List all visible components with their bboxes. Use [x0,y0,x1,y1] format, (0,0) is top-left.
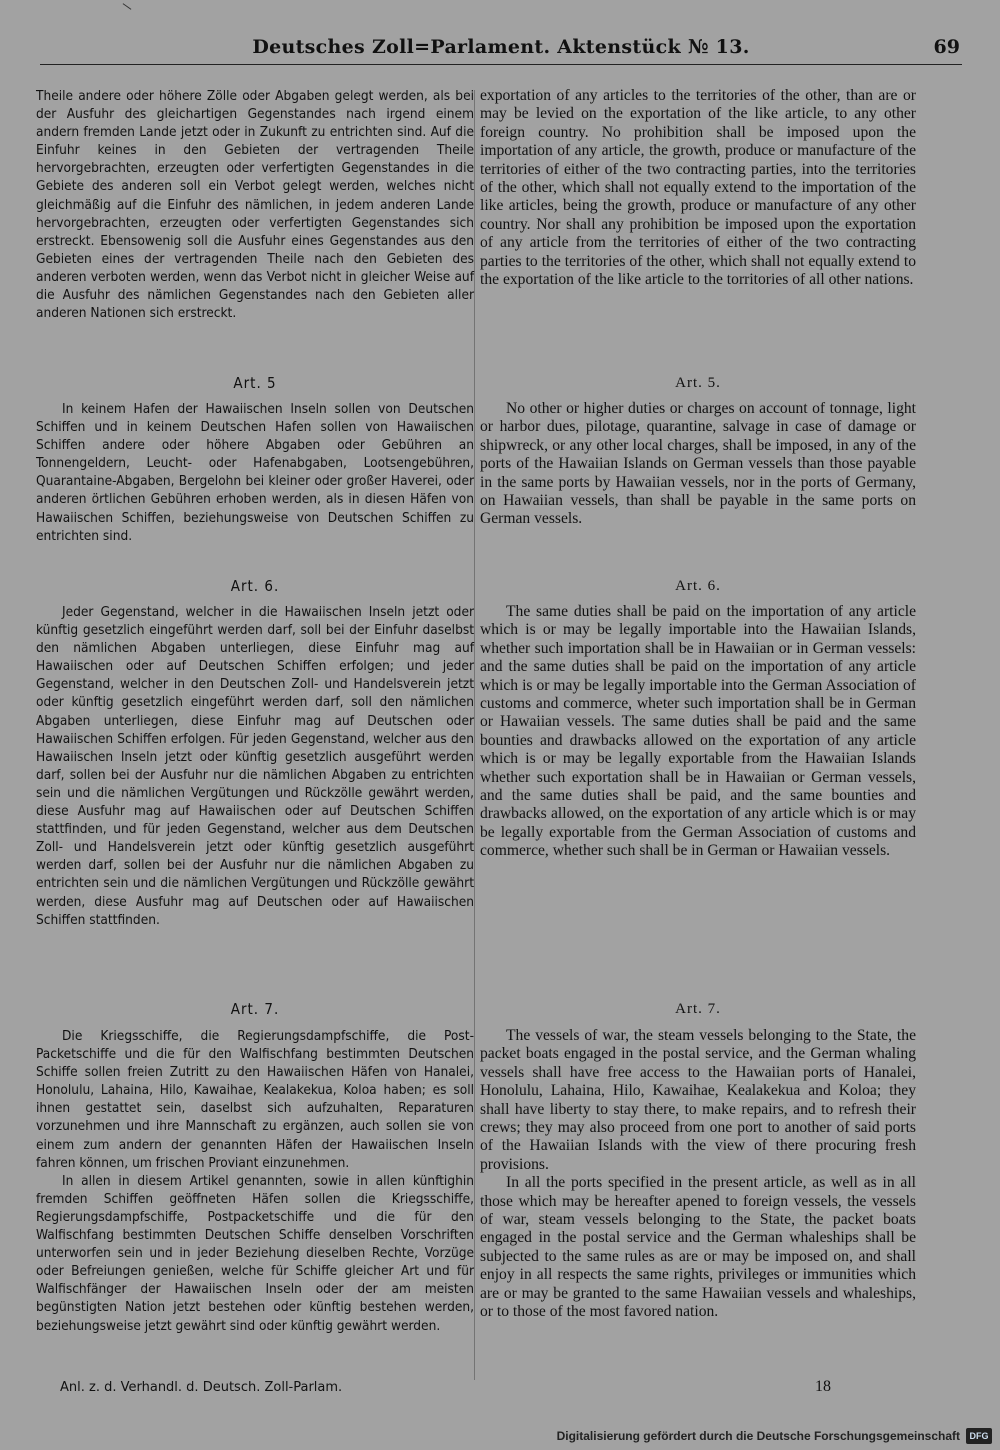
scan-mark [123,3,132,10]
dfg-credit-text: Digitalisierung gefördert durch die Deutsche Forschungsgemeinschaft [556,1429,960,1443]
english-art5-text: No other or higher duties or charges on account of tonnage, light or harbor dues, pilotage, quarantine, salvage in case of damage or shipwreck, or any other local charges, shall be imposed, in any of the ports of the Hawaiian Islands on German vessels than those payable in the same ports by Hawaiian vessels, nor in the ports of Germany, on Hawaiian vessels, than shall be payable in the same ports on German vessels. [480,400,916,528]
german-art5-heading: Art. 5 [233,374,277,392]
english-art7-p2: In all the ports specified in the present article, as well as in all those which may be hereafter apened to foreign vessels, the vessels of war, steam vessels belonging to the State, the packet boats engaged in the postal service and the German whaleships shall be subjected to the same rules as are or may be imposed on, and shall enjoy in all respects the same rights, privileges or immunities which are or may be granted to the same Hawaiian vessels and whaleships, or to those of the most favored nation. [480,1174,916,1321]
english-art5-block [480,400,916,529]
footer-note: Anl. z. d. Verhandl. d. Deutsch. Zoll-Parlam. [60,1380,343,1395]
english-art6-heading: Art. 6. [675,578,721,594]
english-art7-p1: The vessels of war, the steam vessels belonging to the State, the packet boats engaged in the postal service, and the German whaling vessels shall have free access to the Hawaiian ports of Hanalei, Honolulu, Lahaina, Hilo, Kawaihae, Kealakekua and Koloa; they shall have liberty to stay there, to make repairs, and to refresh their crews; they may also proceed from one port to another of said ports of the Hawaiian Islands with the view of there procuring fresh provisions. [480,1027,916,1173]
english-art7-block [480,1027,916,1322]
english-intro-block [480,87,916,289]
german-art5-text: In keinem Hafen der Hawaiischen Inseln sollen von Deutschen Schiffen und in keinem Deutschen Hafen sollen von Hawaiischen Schiffen andere oder höhere Abgaben oder Gebühren an Tonnengeldern, Leucht- oder Hafenabgaben, Lootsengebühren, Quarantaine-Abgaben, Bergelohn bei kleiner oder großer Haverei, oder anderen örtlichen Gebühren erhoben werden, als in diesen Häfen von Hawaiischen Schiffen, beziehungsweise von Deutschen Schiffen zu entrichten sind. [36,401,474,544]
page-number: 69 [933,36,960,58]
english-art7-heading: Art. 7. [675,1001,721,1017]
german-intro-block [36,87,474,322]
dfg-credit [557,1428,992,1444]
english-column [480,87,916,1417]
german-column [36,87,474,1417]
german-art5-block [36,400,474,545]
german-art7-block [36,1027,474,1335]
sheet-number: 18 [815,1378,831,1395]
german-art6-block [36,603,474,929]
english-art6-text: The same duties shall be paid on the importation of any article which is or may be legally importable into the Hawaiian Islands, whether such importation shall be in Hawaiian or in German vessels: and the same duties shall be paid on the importation of any article which is or may be legally importable into the German Association of customs and commerce, wheter such importation shall be in German or Hawaiian vessels. The same duties shall be paid and the same bounties and drawbacks allowed on the exportation of any article which is or may be legally exportable from the Hawaiian Islands whether such exportation shall be in Hawaiian or German vessels, and the same duties shall be paid, and the same bounties and drawbacks allowed, on the exportation of any article which is or may be legally exportable from the German Association of customs and commerce, whether such shall be in German or Hawaiian vessels. [480,603,916,860]
english-art5-heading: Art. 5. [675,375,721,391]
german-intro: Theile andere oder höhere Zölle oder Abgaben gelegt werden, als bei der Ausfuhr des gleichartigen Gegenstandes nach irgend einem andern fremden Lande jetzt oder in Zukunft zu entrichten sind. Auf die Einfuhr keines in den Gebieten der vertragenden Theile hervorgebrachten, erzeugten oder verfertigten Gegenstandes in die Gebiete des anderen soll ein Verbot gelegt werden, welches nicht gleichmäßig auf die Einfuhr des nämlichen, in jedem anderen Lande hervorgebrachten, erzeugten oder verfertigten Gegenstandes sich erstreckt. Ebensowenig soll die Ausfuhr eines Gegenstandes aus den Gebieten eines der vertragenden Theile nach den Gebieten des anderen verboten werden, wenn das Verbot nicht in gleicher Weise auf die Ausfuhr des nämlichen Gegenstandes nach den Gebieten aller anderen Nationen sich erstreckt. [36,88,474,322]
dfg-logo: DFG [966,1428,992,1444]
german-art7-heading: Art. 7. [230,1000,280,1018]
german-art6-heading: Art. 6. [230,577,280,595]
german-art6-text: Jeder Gegenstand, welcher in die Hawaiischen Inseln jetzt oder künftig gesetzlich eingeführt werden darf, soll bei der Einfuhr daselbst den nämlichen Abgaben unterliegen, diese Einfuhr mag auf Hawaiischen oder auf Deutschen Schiffen erfolgen; und jeder Gegenstand, welcher in den Deutschen Zoll- und Handelsverein jetzt oder künftig gesetzlich eingeführt werden darf, soll den nämlichen Abgaben unterliegen, diese Einfuhr mag auf Deutschen oder Hawaiischen Schiffen erfolgen. Für jeden Gegenstand, welcher aus den Hawaiischen Inseln jetzt oder künftig gesetzlich ausgeführt werden darf, sollen bei der Ausfuhr nur die nämlichen Abgaben zu entrichten sein und die nämlichen Vergütungen und Rückzölle gewährt werden, diese Ausfuhr mag auf Hawaiischen oder auf Deutschen Schiffen stattfinden, und für jeden Gegenstand, welcher aus dem Deutschen Zoll- und Handelsverein jetzt oder künftig gesetzlich ausgeführt werden darf, sollen bei der Ausfuhr nur die nämlichen Abgaben zu entrichten sein und die nämlichen Vergütungen und Rückzölle gewährt werden, diese Ausfuhr mag auf Deutschen oder auf Hawaiischen Schiffen stattfinden. [36,604,474,928]
english-intro: exportation of any articles to the territories of the other, than are or may be levied on the exportation of the like article, to any other foreign country. No prohibition shall be imposed upon the importation of any article, the growth, produce or manufacture of the territories of either of the two contracting parties, into the territories of the other, which shall not equally extend to the importation of the like articles, being the growth, produce or manufacture of any other country. Nor shall any prohibition be imposed upon the exportation of any article from the territories of either of the two contracting parties to the territories of the other, which shall not equally extend to the exportation of the like article to the torritories of all other nations. [480,87,916,289]
english-art6-block [480,603,916,861]
german-art7-p2: In allen in diesem Artikel genannten, sowie in allen künftighin fremden Schiffen geöffneten Häfen sollen die Kriegsschiffe, Regierungsdampfschiffe, Postpacketschiffe und die für den Walfischfang bestimmten Deutschen Schiffe denselben Vorschriften unterworfen sein und in jeder Beziehung dieselben Rechte, Vorzüge oder Befreiungen genießen, welche für Schiffe gleicher Art und für Walfischfänger der Hawaiischen Inseln oder der am meisten begünstigten Nation jetzt bestehen oder künftig bestehen werden, beziehungsweise jetzt gewährt sind oder künftig gewährt werden. [36,1172,474,1334]
german-art7-p1: Die Kriegsschiffe, die Regierungsdampfschiffe, die Post-Packetschiffe und die für den Walfischfang bestimmten Deutschen Schiffe sollen freien Zutritt zu den Hawaiischen Häfen von Hanalei, Honolulu, Lahaina, Hilo, Kawaihae, Kealakekua, Koloa haben; es soll ihnen gestattet sein, daselbst sich aufzuhalten, Reparaturen vorzunehmen und ihre Mannschaft zu ergänzen, auch sollen sie von einem zum andern der genannten Häfen der Hawaiischen Inseln fahren können, um frischen Proviant einzunehmen. [36,1028,474,1171]
column-divider [474,90,475,1380]
page-header [40,34,962,65]
header-title: Deutsches Zoll=Parlament. Aktenstück № 13. [252,36,750,58]
